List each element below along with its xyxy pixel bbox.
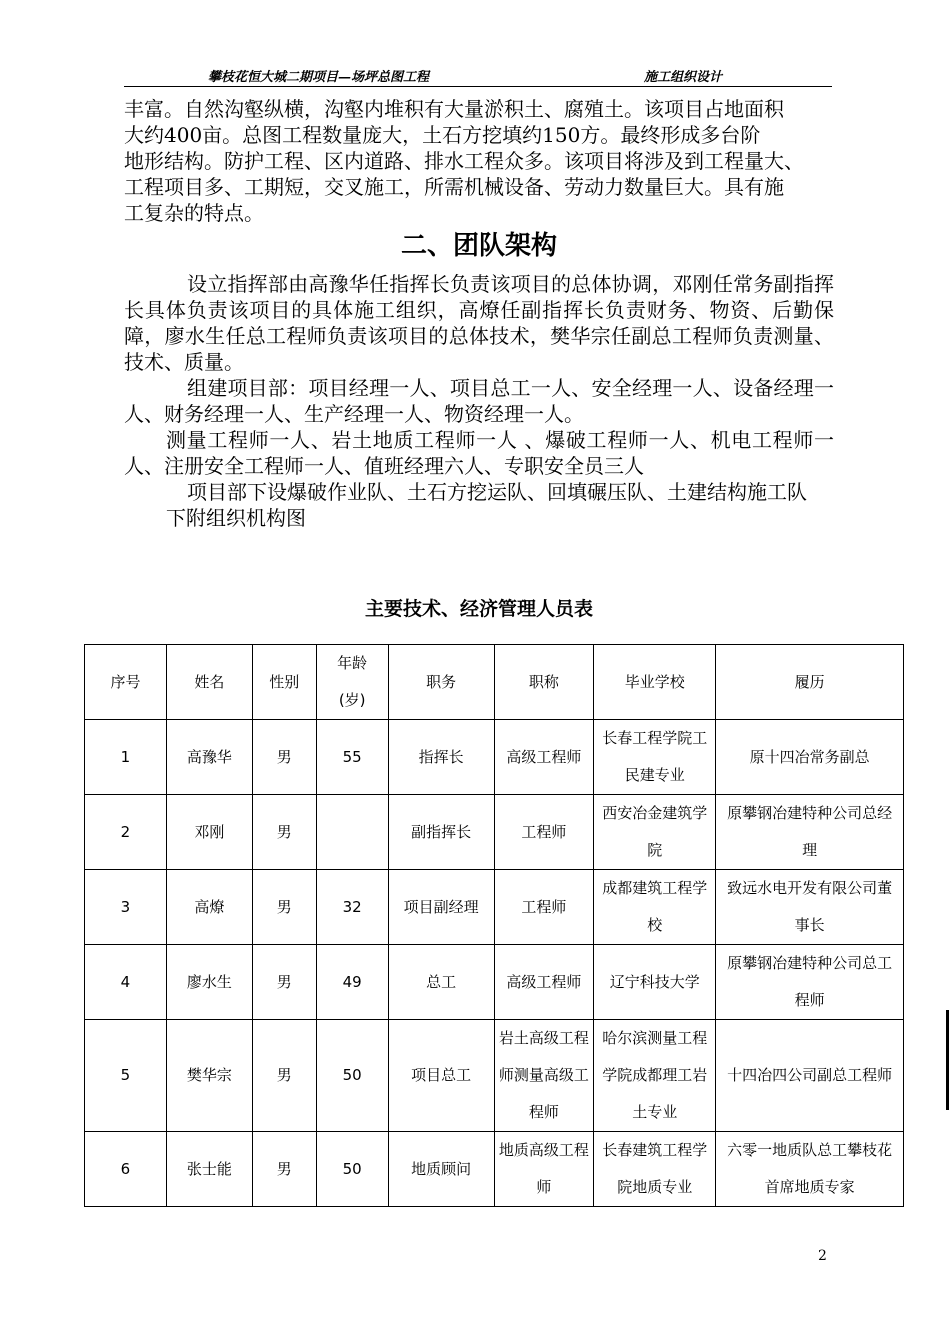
cell-school: 辽宁科技大学 [594, 945, 716, 1020]
page-edge-mark [946, 1010, 949, 1110]
header-cell: 序号 [85, 645, 167, 720]
table-row [85, 870, 904, 945]
cell-age: 49 [316, 945, 388, 1020]
intro-line: 地形结构。防护工程、区内道路、排水工程众多。该项目将涉及到工程量大、 [124, 149, 804, 173]
cell-index: 4 [85, 945, 167, 1020]
cell-position: 地质顾问 [388, 1132, 494, 1207]
staff-table [84, 644, 904, 1207]
cell-school: 长春工程学院工民建专业 [594, 720, 716, 795]
cell-resume: 致远水电开发有限公司董事长 [716, 870, 904, 945]
section-title: 二、团队架构 [400, 231, 557, 261]
header-cell-age [316, 645, 388, 720]
intro-line: 大约400亩。总图工程数量庞大，土石方挖填约150方。最终形成多台阶 [124, 123, 761, 147]
table-title: 主要技术、经济管理人员表 [364, 598, 593, 620]
table-row [85, 1132, 904, 1207]
header-cell: 毕业学校 [594, 645, 716, 720]
cell-title: 高级工程师 [494, 945, 594, 1020]
intro-line: 工程项目多、工期短，交叉施工，所需机械设备、劳动力数量巨大。具有施 [124, 175, 784, 199]
table-row [85, 720, 904, 795]
cell-index: 3 [85, 870, 167, 945]
table-row [85, 945, 904, 1020]
cell-resume: 六零一地质队总工攀枝花首席地质专家 [716, 1132, 904, 1207]
cell-age: 50 [316, 1020, 388, 1132]
cell-age: 50 [316, 1132, 388, 1207]
header-age-label: 年龄 [337, 654, 368, 672]
paragraph-project-dept: 组建项目部：项目经理一人、项目总工一人、安全经理一人、设备经理一人、财务经理一人、生产经理一人、物资经理一人。 [124, 376, 834, 426]
paragraph-org-chart-note: 下附组织机构图 [166, 506, 306, 530]
header-cell: 履历 [716, 645, 904, 720]
cell-gender: 男 [252, 945, 316, 1020]
header-cell: 职务 [388, 645, 494, 720]
paragraph-command: 设立指挥部由高豫华任指挥长负责该项目的总体协调，邓刚任常务副指挥长具体负责该项目的具体施工组织，高燎任副指挥长负责财务、物资、后勤保障，廖水生任总工程师负责该项目的总体技术，樊华宗任副总工程师负责测量、技术、质量。 [124, 272, 834, 374]
table-row [85, 1020, 904, 1132]
cell-resume: 原攀钢冶建特种公司总经理 [716, 795, 904, 870]
header-project-title: 攀枝花恒大城二期项目—场坪总图工程 [208, 70, 430, 85]
cell-name: 高豫华 [166, 720, 252, 795]
cell-gender: 男 [252, 795, 316, 870]
cell-position: 副指挥长 [388, 795, 494, 870]
cell-age [316, 795, 388, 870]
intro-line: 丰富。自然沟壑纵横，沟壑内堆积有大量淤积土、腐殖土。该项目占地面积 [124, 97, 784, 121]
paragraph-engineers: 测量工程师一人、岩土地质工程师一人 、爆破工程师一人、机电工程师一人、注册安全工程师一人、值班经理六人、专职安全员三人 [124, 428, 834, 478]
table-row [85, 795, 904, 870]
cell-age: 32 [316, 870, 388, 945]
cell-position: 项目总工 [388, 1020, 494, 1132]
cell-resume: 原十四冶常务副总 [716, 720, 904, 795]
cell-gender: 男 [252, 720, 316, 795]
cell-title: 地质高级工程师 [494, 1132, 594, 1207]
cell-title: 工程师 [494, 870, 594, 945]
cell-index: 2 [85, 795, 167, 870]
cell-school: 西安冶金建筑学院 [594, 795, 716, 870]
cell-resume: 十四冶四公司副总工程师 [716, 1020, 904, 1132]
cell-index: 6 [85, 1132, 167, 1207]
cell-title: 工程师 [494, 795, 594, 870]
cell-school: 成都建筑工程学校 [594, 870, 716, 945]
header-age-unit: (岁) [338, 691, 366, 709]
header-cell: 姓名 [166, 645, 252, 720]
cell-gender: 男 [252, 1132, 316, 1207]
intro-paragraph [124, 96, 834, 226]
page-header [124, 64, 832, 87]
cell-position: 指挥长 [388, 720, 494, 795]
cell-position: 项目副经理 [388, 870, 494, 945]
team-section-body [124, 271, 834, 531]
paragraph-teams: 项目部下设爆破作业队、土石方挖运队、回填碾压队、土建结构施工队 [187, 480, 807, 504]
cell-title: 岩土高级工程师测量高级工程师 [494, 1020, 594, 1132]
cell-age: 55 [316, 720, 388, 795]
cell-gender: 男 [252, 870, 316, 945]
cell-title: 高级工程师 [494, 720, 594, 795]
cell-name: 高燎 [166, 870, 252, 945]
cell-name: 张士能 [166, 1132, 252, 1207]
cell-gender: 男 [252, 1020, 316, 1132]
cell-index: 5 [85, 1020, 167, 1132]
cell-name: 樊华宗 [166, 1020, 252, 1132]
header-doc-title: 施工组织设计 [644, 70, 723, 85]
cell-index: 1 [85, 720, 167, 795]
cell-school: 长春建筑工程学院地质专业 [594, 1132, 716, 1207]
cell-name: 廖水生 [166, 945, 252, 1020]
page-number: 2 [818, 1248, 827, 1264]
table-header-row [85, 645, 904, 720]
cell-resume: 原攀钢冶建特种公司总工程师 [716, 945, 904, 1020]
header-cell: 职称 [494, 645, 594, 720]
cell-name: 邓刚 [166, 795, 252, 870]
header-cell: 性别 [252, 645, 316, 720]
cell-school: 哈尔滨测量工程学院成都理工岩土专业 [594, 1020, 716, 1132]
intro-line: 工复杂的特点。 [124, 201, 264, 225]
cell-position: 总工 [388, 945, 494, 1020]
